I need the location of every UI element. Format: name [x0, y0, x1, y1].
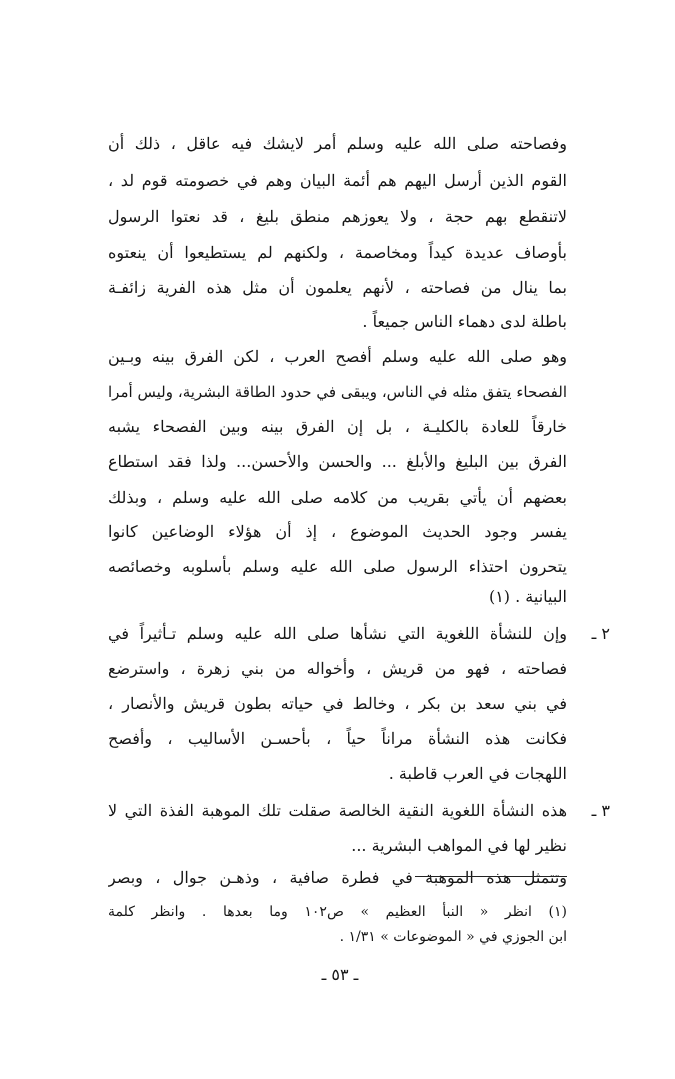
footnote-line: ابن الجوزي في « الموضوعات » ١/٣١ .	[339, 929, 567, 945]
footnote-line: (١) انظر « النبأ العظيم » ص١٠٢ وما بعدها . وانظر كلمة	[108, 904, 567, 920]
text-line: وإن للنشأة اللغوية التي نشأها صلى الله عليه وسلم تـأثيراً في	[108, 624, 567, 643]
text-line: فصاحته ، فهو من قريش ، وأخواله من بني زهرة ، واسترضع	[108, 659, 567, 678]
text-line: يفسر وجود الحديث الموضوع ، إذ أن هؤلاء الوضاعين كانوا	[108, 522, 567, 541]
text-line: هذه النشأة اللغوية النقية الخالصة صقلت تلك الموهبة الفذة التي لا	[108, 801, 567, 820]
text-line: بما ينال من فصاحته ، لأنهم يعلمون أن مثل هذه الفرية زائفـة	[108, 278, 567, 297]
text-line: اللهجات في العرب قاطبة .	[388, 764, 567, 783]
list-item-number: ٢ ـ	[591, 624, 610, 643]
text-line: باطلة لدى دهماء الناس جميعاً .	[362, 312, 567, 331]
footnote-separator	[415, 876, 567, 877]
text-line: في بني سعد بن بكر ، وخالط في حياته بطون قريش والأنصار ،	[108, 694, 567, 713]
text-line: خارقاً للعادة بالكليـة ، بل إن الفرق بينه وبين الفصحاء يشبه	[108, 417, 567, 436]
text-line: الفرق بين البليغ والأبلغ ... والحسن والأحسن... ولذا فقد استطاع	[108, 452, 567, 471]
text-line: وتتمثل هذه الموهبة في فطرة صافية ، وذهـن جوال ، وبصر	[108, 868, 567, 887]
text-line: وهو صلى الله عليه وسلم أفصح العرب ، لكن الفرق بينه وبـين	[108, 347, 567, 366]
text-line: القوم الذين أرسل اليهم هم أئمة البيان وهم في خصومته قوم لد ،	[108, 171, 567, 190]
text-line: البيانية . (١)	[488, 587, 567, 606]
text-line: نظير لها في المواهب البشرية ...	[351, 836, 567, 855]
text-line: يتحرون احتذاء الرسول صلى الله عليه وسلم بأسلوبه وخصائصه	[108, 557, 567, 576]
text-line: فكانت هذه النشأة مراناً حياً ، بأحسـن الأساليب ، وأفصح	[108, 729, 567, 748]
text-line: لاتنقطع بهم حجة ، ولا يعوزهم منطق بليغ ، قد نعتوا الرسول	[108, 207, 567, 226]
text-line: بأوصاف عديدة كيداً ومخاصمة ، ولكنهم لم يستطيعوا أن ينعتوه	[108, 243, 567, 262]
text-line: وفصاحته صلى الله عليه وسلم أمر لايشك فيه عاقل ، ذلك أن	[108, 134, 567, 153]
text-line: بعضهم أن يأتي بقريب من كلامه صلى الله عليه وسلم ، وبذلك	[108, 488, 567, 507]
list-item-number: ٣ ـ	[591, 801, 610, 820]
text-line: الفصحاء يتفق مثله في الناس، ويبقى في حدود الطاقة البشرية، وليس أمرا	[108, 383, 567, 401]
page-number: ـ ٥٣ ـ	[321, 965, 359, 984]
